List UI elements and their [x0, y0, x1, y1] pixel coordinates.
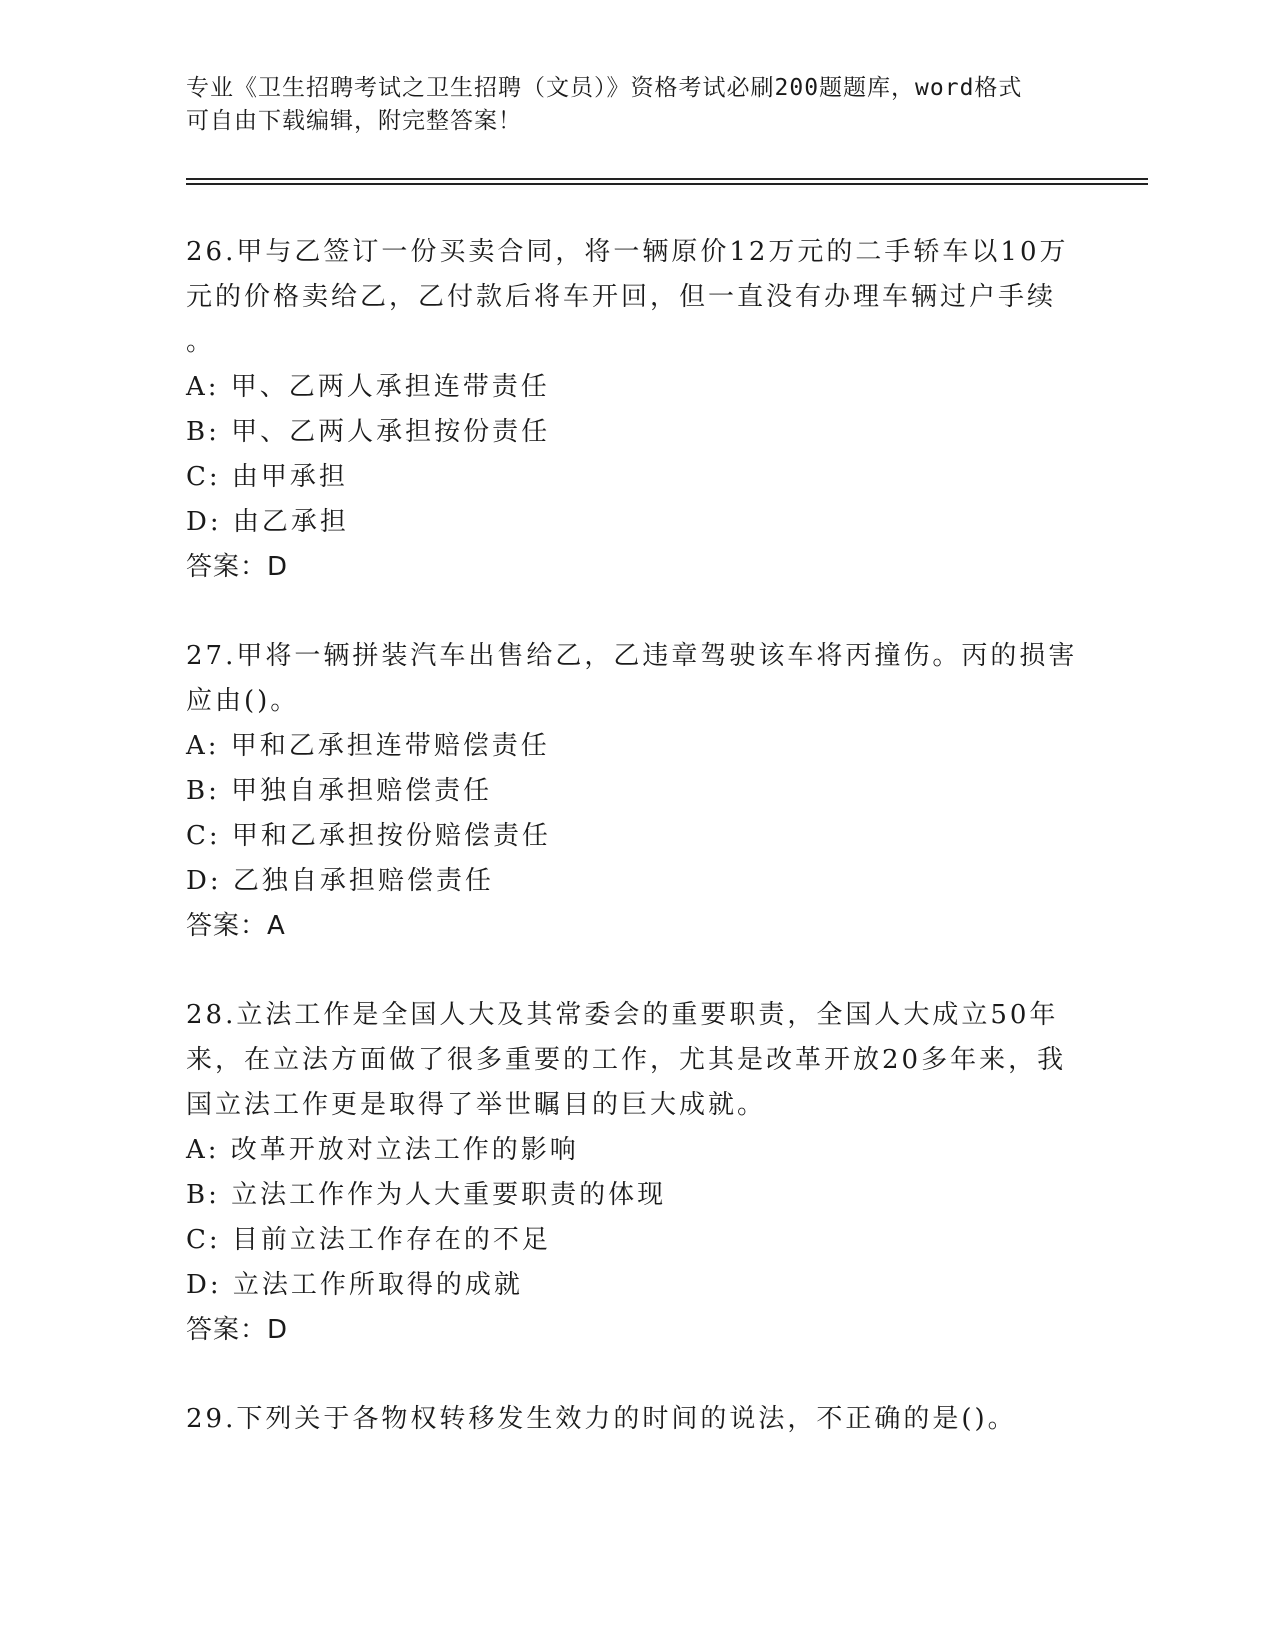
question-text-line: 29.下列关于各物权转移发生效力的时间的说法，不正确的是()。 [186, 1404, 1017, 1434]
option-a: A: 甲和乙承担连带赔偿责任 [186, 731, 550, 761]
option-b: B: 立法工作作为人大重要职责的体现 [186, 1180, 667, 1210]
option-d: D: 由乙承担 [186, 507, 349, 537]
question-text-line: 28.立法工作是全国人大及其常委会的重要职责，全国人大成立50年 [186, 1000, 1059, 1030]
option-b: B: 甲、乙两人承担按份责任 [186, 417, 551, 447]
option-a: A: 改革开放对立法工作的影响 [186, 1135, 579, 1165]
question-text-line: 26.甲与乙签订一份买卖合同，将一辆原价12万元的二手轿车以10万 [186, 237, 1069, 267]
question-29 [186, 1397, 1076, 1442]
header-divider-bottom [186, 183, 1148, 185]
answer: 答案：D [186, 1315, 289, 1345]
question-26 [186, 230, 1076, 590]
header-line-2: 可自由下载编辑，附完整答案！ [186, 108, 522, 134]
option-b: B: 甲独自承担赔偿责任 [186, 776, 493, 806]
question-28 [186, 993, 1076, 1353]
answer: 答案：A [186, 911, 286, 941]
option-c: C: 甲和乙承担按份赔偿责任 [186, 821, 551, 851]
answer: 答案：D [186, 552, 289, 582]
option-d: D: 乙独自承担赔偿责任 [186, 866, 494, 896]
header-divider-top [186, 178, 1148, 180]
option-a: A: 甲、乙两人承担连带责任 [186, 372, 550, 402]
option-c: C: 由甲承担 [186, 462, 348, 492]
question-text-line: 国立法工作更是取得了举世瞩目的巨大成就。 [186, 1090, 767, 1120]
question-27 [186, 634, 1076, 949]
option-c: C: 目前立法工作存在的不足 [186, 1225, 551, 1255]
question-text-line: 27.甲将一辆拼装汽车出售给乙，乙违章驾驶该车将丙撞伤。丙的损害 [186, 641, 1078, 671]
question-text-line: 。 [186, 327, 216, 357]
option-d: D: 立法工作所取得的成就 [186, 1270, 523, 1300]
header-line-1: 专业《卫生招聘考试之卫生招聘（文员）》资格考试必刷200题题库，word格式 [186, 75, 1023, 101]
question-list [186, 230, 1076, 1486]
question-text-line: 应由()。 [186, 686, 300, 716]
question-text-line: 来，在立法方面做了很多重要的工作，尤其是改革开放20多年来，我 [186, 1045, 1067, 1075]
document-header [186, 72, 1086, 138]
question-text-line: 元的价格卖给乙，乙付款后将车开回，但一直没有办理车辆过户手续 [186, 282, 1057, 312]
